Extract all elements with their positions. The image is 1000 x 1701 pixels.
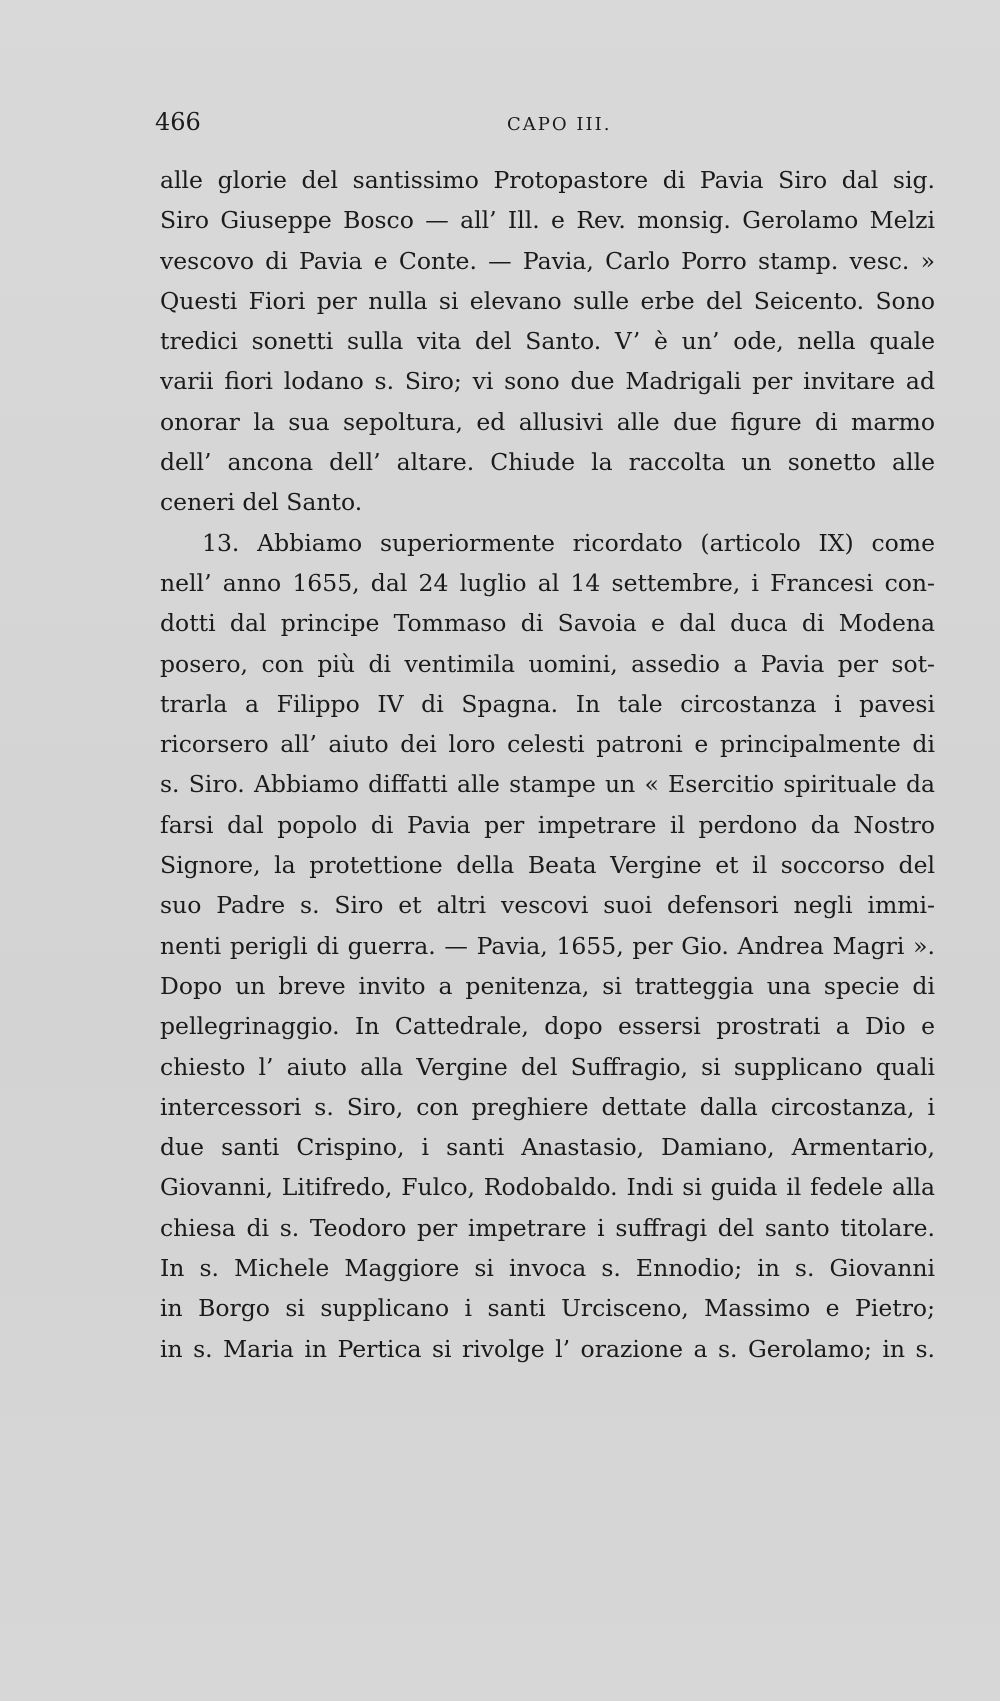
running-head <box>155 108 935 140</box>
text-line: ceneri del Santo. <box>160 488 363 517</box>
text-line: in Borgo si supplicano i santi Urcisceno, Massimo e Pietro; <box>160 1294 935 1323</box>
text-line: Giovanni, Litifredo, Fulco, Rodobaldo. Indi si guida il fedele alla <box>160 1173 935 1202</box>
text-line: dotti dal principe Tommaso di Savoia e dal duca di Modena <box>160 609 935 638</box>
text-line: alle glorie del santissimo Protopastore di Pavia Siro dal sig. <box>160 166 935 194</box>
text-line: onorar la sua sepoltura, ed allusivi alle due figure di marmo <box>160 407 935 436</box>
text-line: in s. Maria in Pertica si rivolge l’ orazione a s. Gerolamo; in s. <box>160 1334 935 1363</box>
text-line: pellegrinaggio. In Cattedrale, dopo essersi prostrati a Dio e <box>160 1012 935 1041</box>
text-line: Dopo un breve invito a penitenza, si tratteggia una specie di <box>160 971 935 1000</box>
text-line: Signore, la protettione della Beata Vergine et il soccorso del <box>160 851 935 880</box>
text-line: posero, con più di ventimila uomini, assedio a Pavia per sot- <box>160 649 935 678</box>
text-line: farsi dal popolo di Pavia per impetrare il perdono da Nostro <box>160 810 935 839</box>
text-line: Questi Fiori per nulla si elevano sulle erbe del Seicento. Sono <box>160 286 935 315</box>
text-line: varii fiori lodano s. Siro; vi sono due Madrigali per invitare ad <box>160 367 935 396</box>
text-line: trarla a Filippo IV di Spagna. In tale circostanza i pavesi <box>160 689 935 718</box>
text-line: due santi Crispino, i santi Anastasio, Damiano, Armentario, <box>160 1133 935 1162</box>
text-line: ricorsero all’ aiuto dei loro celesti patroni e principalmente di <box>160 730 935 759</box>
text-line: In s. Michele Maggiore si invoca s. Ennodio; in s. Giovanni <box>160 1254 935 1283</box>
text-line: s. Siro. Abbiamo diffatti alle stampe un « Esercitio spirituale da <box>160 770 935 799</box>
text-line: nenti perigli di guerra. — Pavia, 1655, per Gio. Andrea Magri ». <box>160 931 935 960</box>
body-text <box>160 160 935 1369</box>
text-line: nell’ anno 1655, dal 24 luglio al 14 settembre, i Francesi con- <box>160 568 935 597</box>
text-line: tredici sonetti sulla vita del Santo. V’ è un’ ode, nella quale <box>160 327 935 356</box>
text-line: chiesto l’ aiuto alla Vergine del Suffragio, si supplicano quali <box>160 1052 935 1081</box>
text-line: intercessori s. Siro, con preghiere dettate dalla circostanza, i <box>160 1092 935 1121</box>
text-line: Siro Giuseppe Bosco — all’ Ill. e Rev. monsig. Gerolamo Melzi <box>160 206 935 235</box>
paragraph-start-line: 13. Abbiamo superiormente ricordato (articolo IX) come <box>202 528 935 557</box>
page-number: 466 <box>155 108 201 136</box>
text-line: vescovo di Pavia e Conte. — Pavia, Carlo Porro stamp. vesc. » <box>160 246 935 275</box>
chapter-heading: CAPO III. <box>507 114 612 135</box>
text-line: chiesa di s. Teodoro per impetrare i suffragi del santo titolare. <box>160 1213 935 1242</box>
text-line: dell’ ancona dell’ altare. Chiude la raccolta un sonetto alle <box>160 448 935 477</box>
text-line: suo Padre s. Siro et altri vescovi suoi defensori negli immi- <box>160 891 935 920</box>
